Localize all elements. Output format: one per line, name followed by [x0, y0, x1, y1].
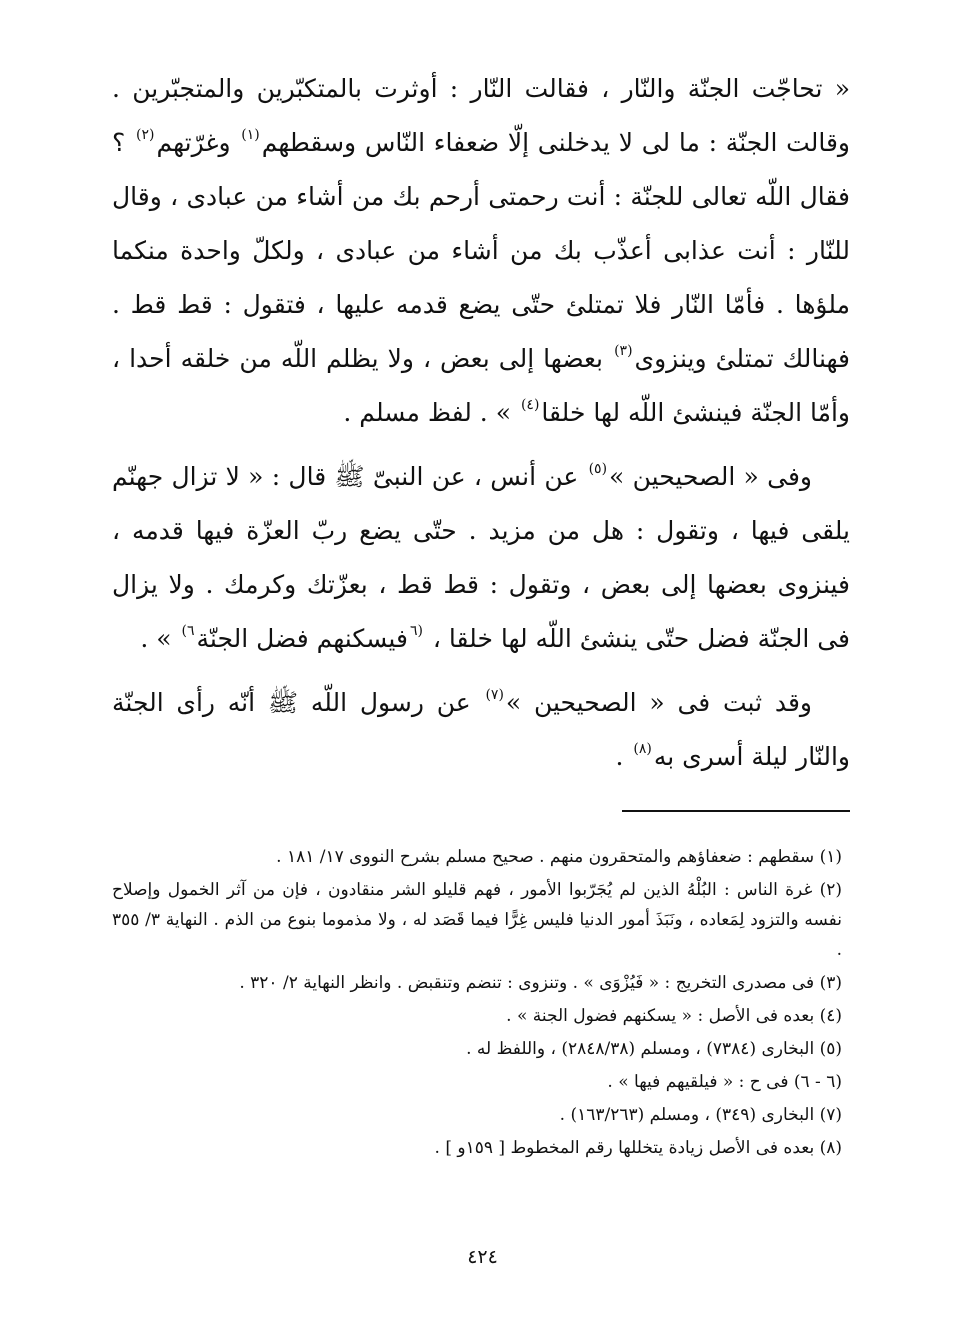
- paragraph-isra: [112, 676, 850, 784]
- isra-text-b: عن رسول اللّه ﷺ أنّه رأى الجنّة والنّار ليلة أسرى به: [112, 688, 850, 771]
- footnotes: [112, 842, 850, 1166]
- hadith-2-text-c: فيسكنهم فضل الجنّة: [196, 624, 408, 653]
- footnote-ref-2[interactable]: (٢): [136, 127, 155, 143]
- main-text: [112, 62, 850, 794]
- hadith-1-text-c: ؟ فقال اللّه تعالى للجنّة : أنت رحمتى أرحم بك من أشاء من عبادى ، وقال للنّار : أنت عذابى أعذّب بك من أشاء من عبادى ، ولكلّ واحدة منكما ملؤها . فأمّا النّار فلا تمتلئ حتّى يضع قدمه عليها ، فتقول : قط قط . فهنالك تمتلئ وينزوى: [112, 128, 851, 373]
- footnote-ref-1[interactable]: (١): [241, 127, 260, 143]
- footnote-ref-5[interactable]: (٥): [588, 461, 608, 477]
- footnote-ref-6-close[interactable]: ٦): [181, 623, 195, 639]
- footnote-3: (٣) فى مصدرى التخريج : « فَيُزْوَى » . وتنزوى : تنضم وتنقبض . وانظر النهاية ٢/ ٣٢٠ .: [239, 973, 842, 993]
- hadith-1-text-b: وغرّتهم: [156, 128, 240, 157]
- footnote-5: (٥) البخارى (٧٣٨٤) ، ومسلم (٢٨٤٨/٣٨) ، واللفظ له .: [466, 1039, 842, 1059]
- hadith-1-text-a: « تحاجّت الجنّة والنّار ، فقالت النّار : أوثرت بالمتكبّرين والمتجبّرين . وقالت الجنّة : ما لى لا يدخلنى إلّا ضعفاء النّاس وسقطهم: [112, 74, 850, 157]
- footnote-4: (٤) بعده فى الأصل : « يسكنهم فضول الجنة » .: [506, 1006, 842, 1026]
- footnote-7: (٧) البخارى (٣٤٩) ، ومسلم (١٦٣/٢٦٣) .: [559, 1105, 842, 1125]
- footnote-ref-4[interactable]: (٤): [520, 397, 540, 413]
- footnote-8: (٨) بعده فى الأصل زيادة يتخللها رقم المخطوط [ ١٥٩و ] .: [434, 1138, 842, 1158]
- hadith-2-text-b: عن أنس ، عن النبىّ ﷺ قال : « لا تزال جهنّم يلقى فيها ، وتقول : هل من مزيد . حتّى يضع ربّ العزّة فيها قدمه ، فينزوى بعضها إلى بعض ، وتقول : قط قط ، بعزّتك وكرمك . ولا يزال فى الجنّة فضل حتّى ينشئ اللّه لها خلقا ،: [112, 462, 850, 653]
- footnote-ref-7[interactable]: (٧): [485, 687, 504, 703]
- footnote-6: (٦ - ٦) فى ح : « فيلقيهم فيها » .: [607, 1072, 842, 1092]
- footnote-ref-8[interactable]: (٨): [633, 741, 652, 757]
- hadith-2-text-d: » .: [140, 624, 180, 653]
- hadith-2-text-a: وفى « الصحيحين »: [609, 462, 812, 491]
- isra-text-a: وقد ثبت فى « الصحيحين »: [505, 688, 812, 717]
- footnote-1: (١) سقطهم : ضعفاؤهم والمتحقرون منهم . صحيح مسلم بشرح النووى ١٧/ ١٨١ .: [276, 847, 842, 867]
- page-number: ٤٢٤: [467, 1246, 498, 1268]
- hadith-1-text-e: » . لفظ مسلم .: [343, 398, 519, 427]
- paragraph-hadith-1: [112, 62, 850, 440]
- isra-text-c: .: [615, 742, 632, 771]
- footnote-ref-6-open[interactable]: (٦: [409, 623, 423, 639]
- footnote-ref-3[interactable]: (٣): [614, 343, 633, 359]
- paragraph-hadith-2: [112, 450, 850, 666]
- footnote-separator: [622, 810, 850, 812]
- hadith-1-text-d: بعضها إلى بعض ، ولا يظلم اللّه من خلقه أحدا ، وأمّا الجنّة فينشئ اللّه لها خلقا: [112, 344, 850, 427]
- footnote-2: (٢) غرة الناس : البُلْهُ الذين لم يُجَرّبوا الأمور ، فهم قليلو الشر منقادون ، فإن من آثر الخمول وإصلاح نفسه والتزود لِمَعاده ، ونَبَذَ أمور الدنيا فليس غِرًّا فيما قَصَد له ، ولا مذموما بنوع من الذم . النهاية ٣/ ٣٥٥ .: [112, 880, 842, 960]
